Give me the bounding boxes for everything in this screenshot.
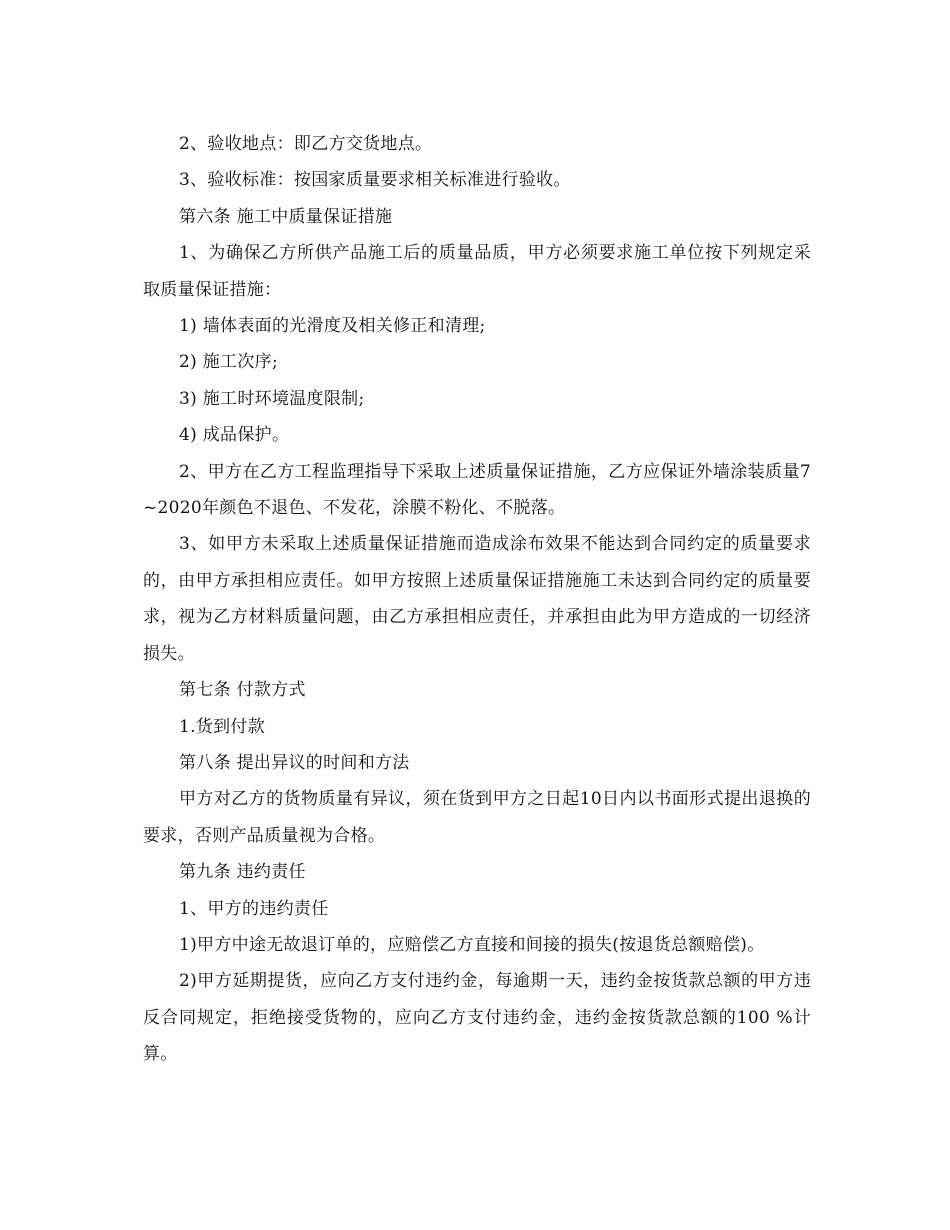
section-heading-article-6: 第六条 施工中质量保证措施 xyxy=(179,206,393,227)
list-item-temperature-limit: 3) 施工时环境温度限制; xyxy=(179,388,365,409)
section-heading-article-9: 第九条 违约责任 xyxy=(179,862,306,883)
document-body xyxy=(143,126,811,1073)
list-item-construction-order: 2) 施工次序; xyxy=(179,352,278,373)
paragraph-quality-guarantee: 2、甲方在乙方工程监理指导下采取上述质量保证措施，乙方应保证外墙涂装质量7~2020年颜色不退色、不发花，涂膜不粉化、不脱落。 xyxy=(143,461,811,519)
paragraph-acceptance-standard: 3、验收标准：按国家质量要求相关标准进行验收。 xyxy=(179,170,571,191)
section-heading-article-8: 第八条 提出异议的时间和方法 xyxy=(179,752,410,773)
paragraph-objection: 甲方对乙方的货物质量有异议，须在货到甲方之日起10日内以书面形式提出退换的要求，否则产品质量视为合格。 xyxy=(143,789,811,846)
paragraph-delayed-pickup: 2)甲方延期提货，应向乙方支付违约金，每逾期一天，违约金按货款总额的甲方违反合同规定，拒绝接受货物的，应向乙方支付违约金，违约金按货款总额的100 %计算。 xyxy=(143,971,811,1065)
subheading-party-a-liability: 1、甲方的违约责任 xyxy=(179,898,329,919)
section-heading-article-7: 第七条 付款方式 xyxy=(179,680,306,701)
paragraph-cancellation: 1)甲方中途无故退订单的，应赔偿乙方直接和间接的损失(按退货总额赔偿)。 xyxy=(179,934,765,955)
paragraph-quality-measures: 1、为确保乙方所供产品施工后的质量品质，甲方必须要求施工单位按下列规定采取质量保证措施： xyxy=(143,243,811,300)
paragraph-payment-method: 1.货到付款 xyxy=(179,716,266,737)
paragraph-acceptance-location: 2、验收地点：即乙方交货地点。 xyxy=(179,134,433,154)
list-item-product-protection: 4) 成品保护。 xyxy=(179,425,290,446)
paragraph-liability: 3、如甲方未采取上述质量保证措施而造成涂布效果不能达到合同约定的质量要求的，由甲方承担相应责任。如甲方按照上述质量保证措施施工未达到合同约定的质量要求，视为乙方材料质量问题，由乙方承担相应责任，并承担由此为甲方造成的一切经济损失。 xyxy=(143,534,811,664)
list-item-wall-surface: 1) 墙体表面的光滑度及相关修正和清理; xyxy=(179,316,486,337)
